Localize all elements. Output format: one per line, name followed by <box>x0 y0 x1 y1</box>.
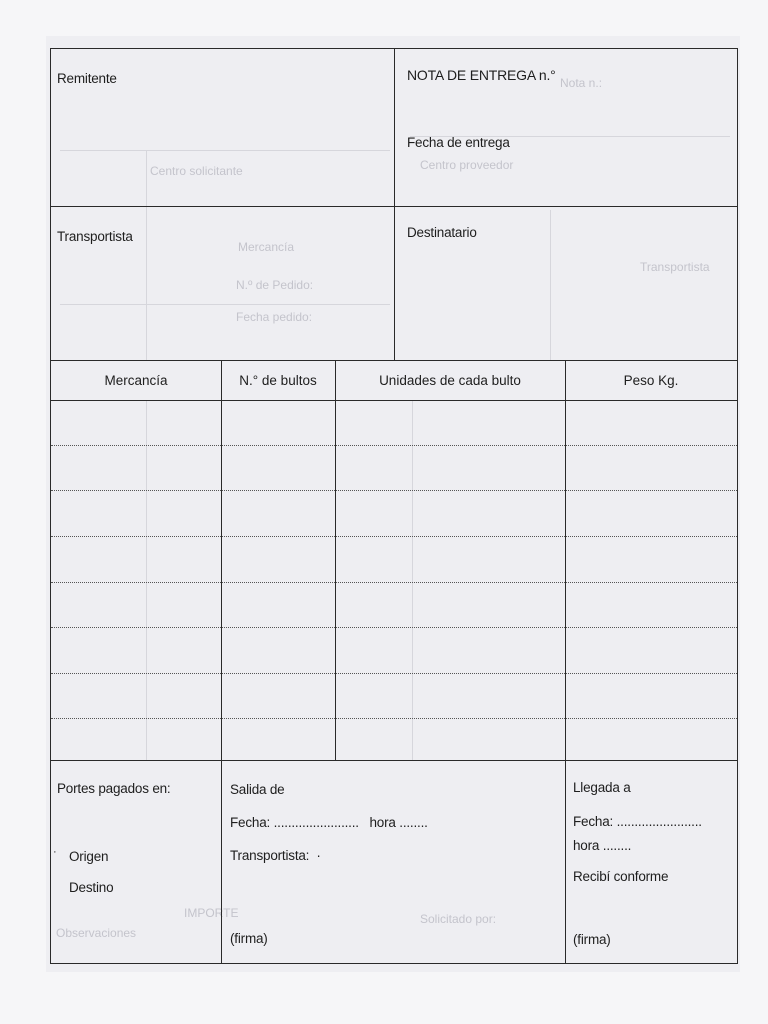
remitente-label: Remitente <box>57 71 117 86</box>
fecha-hora-salida: Fecha: ........................ hora ........ <box>230 815 428 830</box>
divider <box>51 400 737 401</box>
delivery-note-form <box>50 48 738 964</box>
ghost-text: Solicitado por: <box>420 912 497 926</box>
ghost-text: Mercancía <box>238 240 295 254</box>
column-header-peso: Peso Kg. <box>623 373 679 388</box>
destinatario-label: Destinatario <box>407 225 477 240</box>
ghost-text: Centro proveedor <box>420 158 514 172</box>
divider <box>335 360 336 760</box>
table-row <box>51 673 737 674</box>
divider <box>394 49 395 360</box>
portes-pagados-label: Portes pagados en: <box>57 781 171 796</box>
ghost-text: Fecha pedido: <box>236 310 313 324</box>
recibi-conforme-label: Recibí conforme <box>573 869 669 884</box>
firma-salida-label: (firma) <box>230 931 268 946</box>
hora-llegada: hora ........ <box>573 838 632 853</box>
ghost-text: N.º de Pedido: <box>236 278 314 292</box>
divider <box>51 760 737 761</box>
bullet-dot: · <box>53 846 57 858</box>
table-row <box>51 718 737 719</box>
transportista-salida-label: Transportista: · <box>230 848 321 863</box>
table-row <box>51 627 737 628</box>
ghost-text: Centro solicitante <box>150 164 243 178</box>
divider <box>565 360 566 963</box>
column-header-unidades: Unidades de cada bulto <box>379 373 521 388</box>
column-header-mercancia: Mercancía <box>104 373 168 388</box>
ghost-text: Nota n.: <box>560 76 603 90</box>
transportista-label: Transportista <box>57 229 133 244</box>
divider <box>51 360 737 361</box>
fecha-entrega-label: Fecha de entrega <box>407 135 510 150</box>
ghost-text: Transportista <box>640 260 710 274</box>
ghost-text: IMPORTE <box>184 906 239 920</box>
origen-option: Origen <box>69 849 109 864</box>
divider <box>221 360 222 963</box>
table-row <box>51 582 737 583</box>
firma-llegada-label: (firma) <box>573 932 611 947</box>
nota-entrega-label: NOTA DE ENTREGA n.° <box>407 67 556 83</box>
llegada-a-label: Llegada a <box>573 780 631 795</box>
salida-de-label: Salida de <box>230 782 285 797</box>
table-row <box>51 490 737 491</box>
fecha-llegada: Fecha: ........................ <box>573 814 702 829</box>
table-row <box>51 445 737 446</box>
ghost-text: Observaciones <box>56 926 137 940</box>
destino-option: Destino <box>69 880 114 895</box>
table-row <box>51 536 737 537</box>
column-header-bultos: N.° de bultos <box>239 373 317 388</box>
